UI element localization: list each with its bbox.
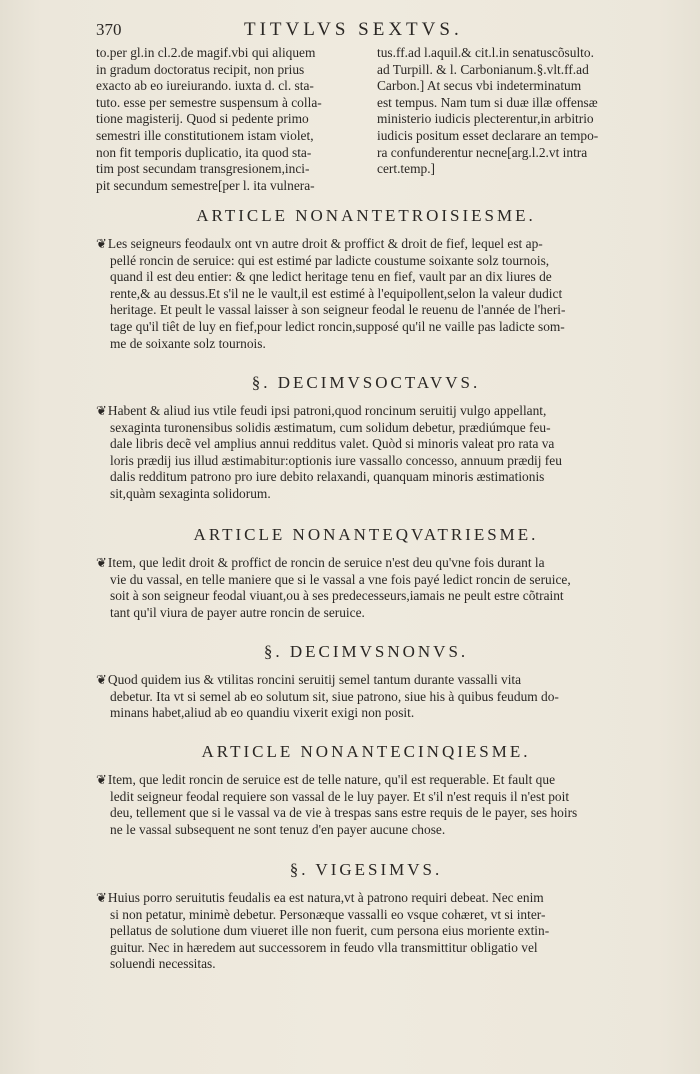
text-line: ❦Habent & aliud ius vtile feudi ipsi patroni,quod roncinum seruitij vulgo appellant,	[96, 403, 547, 418]
text-line: rente,& au dessus.Et s'il ne le vault,il est estimé à l'equipollent,selon la valeur dudict	[110, 285, 563, 301]
text-line: dalis redditum patrono pro iure debito relaxandi, quanquam minoris æstimationis	[110, 469, 545, 485]
text-line: tus.ff.ad l.aquil.& cit.l.in senatuscõsulto.	[377, 45, 594, 60]
text-line: ministerio iudicis plecterentur,in arbitrio	[377, 111, 594, 127]
section-heading: ARTICLE NONANTETROISIESME.	[196, 206, 536, 225]
paragraph-mark-icon: ❦	[96, 672, 107, 687]
text-line: tim post secundam transgresionem,inci-	[96, 161, 310, 177]
paragraph	[96, 555, 636, 621]
text-line: deu, tellement que si le vassal va de vie à trespas sans estre requis de le payer, ses hoirs	[110, 805, 578, 821]
text-line: ❦Item, que ledit roncin de seruice est de telle nature, qu'il est requerable. Et fault que	[96, 772, 556, 787]
section-heading: §. VIGESIMVS.	[289, 860, 443, 879]
text-line: tage qu'il tiêt de luy en fief,pour ledict roncin,supposé qu'il ne vaille pas ladicte som-	[110, 318, 565, 334]
text-line: loris prædij ius illud æstimabitur:optionis iure vassallo concesso, annuum prædij feu	[110, 452, 562, 468]
text-line: guitur. Nec in hæredem aut successorem in feudo vlla transmittitur obligatio vel	[110, 939, 538, 955]
running-title: TITVLVS SEXTVS.	[244, 19, 463, 40]
paragraph	[96, 672, 636, 722]
text-line: pellé roncin de seruice: qui est estimé par ladicte coustume soixante solz tournois,	[110, 252, 550, 268]
paragraph-mark-icon: ❦	[96, 236, 107, 251]
text-line: tant qu'il viura de payer autre roncin de seruice.	[110, 604, 365, 620]
text-line: pellatus de solutione dum viueret ille non fuerit, cum persona eius moriente extin-	[110, 923, 550, 939]
section-article-94	[96, 525, 636, 621]
text-line: exacto ab eo iureiurando. iuxta d. cl. sta-	[96, 78, 314, 94]
text-line: me de soixante solz tournois.	[110, 335, 266, 351]
section-article-95	[96, 742, 636, 838]
page-number: 370	[96, 20, 122, 39]
top-right-column	[377, 45, 637, 178]
text-line: soit à son seigneur feodal viuant,ou à ses predecesseurs,iamais ne peult estre cõtraint	[110, 588, 564, 604]
top-left-column	[96, 45, 362, 194]
text-line: ❦Quod quidem ius & vtilitas roncini seruitij semel tantum durante vassalli vita	[96, 672, 522, 687]
text-line: to.per gl.in cl.2.de magif.vbi qui aliquem	[96, 45, 316, 60]
section-decimus-octavus	[96, 373, 636, 503]
running-head	[96, 20, 636, 44]
text-line: ne le vassal subsequent ne sont tenuz d'en payer aucune chose.	[110, 821, 446, 837]
paragraph	[96, 890, 636, 973]
text-line: pit secundum semestre[per l. ita vulnera-	[96, 177, 315, 193]
section-heading: ARTICLE NONANTECINQIESME.	[201, 742, 531, 761]
text-line: sexaginta turonensibus solidis æstimatum, cum solidum debetur, prædiúmque feu-	[110, 419, 551, 435]
section-heading: §. DECIMVSNONVS.	[263, 642, 469, 661]
text-line: iudicis positum esset declarare an tempo-	[377, 127, 599, 143]
text-line: cert.temp.]	[377, 161, 435, 177]
text-line: in gradum doctoratus recipit, non prius	[96, 61, 305, 77]
text-line: quand il est deu entier: & qne ledict heritage tenu en fief, vault par an dix liures de	[110, 269, 552, 285]
paragraph	[96, 236, 636, 352]
text-line: si non petatur, minimè debetur. Personæque vassalli eo vsque cohæret, vt si inter-	[110, 906, 546, 922]
paragraph	[96, 403, 636, 503]
text-line: dale libris decẽ vel amplius annui redditus valet. Quòd si minoris valeat pro rata va	[110, 436, 555, 452]
text-line: est tempus. Nam tum si duæ illæ offensæ	[377, 94, 598, 110]
section-article-93	[96, 206, 636, 352]
section-decimus-nonus	[96, 642, 636, 722]
text-line: ❦Les seigneurs feodaulx ont vn autre droit & proffict & droit de fief, lequel est ap-	[96, 236, 543, 251]
text-line: ❦Item, que ledit droit & proffict de roncin de seruice n'est deu qu'vne fois durant la	[96, 555, 545, 570]
text-line: ledit seigneur feodal requiere son vassal de le luy payer. Et s'il n'est requis il n'est poit	[110, 788, 570, 804]
text-line: tione magisterij. Quod si pedente primo	[96, 111, 309, 127]
text-line: ad Turpill. & l. Carbonianum.§.vlt.ff.ad	[377, 61, 589, 77]
text-line: heritage. Et peult le vassal laisser à son seigneur feodal le reuenu de l'année de l'heri-	[110, 302, 566, 318]
paragraph-mark-icon: ❦	[96, 772, 107, 787]
text-line: Carbon.] At secus vbi indeterminatum	[377, 78, 582, 94]
paragraph-mark-icon: ❦	[96, 555, 107, 570]
section-heading: §. DECIMVSOCTAVVS.	[251, 373, 481, 392]
paragraph	[96, 772, 636, 838]
paragraph-mark-icon: ❦	[96, 403, 107, 418]
paragraph-mark-icon: ❦	[96, 890, 107, 905]
text-line: debetur. Ita vt si semel ab eo solutum sit, siue patrono, siue his à quibus feudum do-	[110, 688, 559, 704]
text-line: vie du vassal, en telle maniere que si le vassal a vne fois payé ledict roncin de seruice,	[110, 571, 571, 587]
section-heading: ARTICLE NONANTEQVATRIESME.	[193, 525, 539, 544]
text-line: ra confunderentur necne[arg.l.2.vt intra	[377, 144, 588, 160]
text-line: minans habet,aliud ab eo quandiu vixerit exigi non posit.	[110, 705, 415, 721]
section-vigesimus	[96, 860, 636, 973]
text-line: ❦Huius porro seruitutis feudalis ea est natura,vt à patrono requiri debeat. Nec enim	[96, 890, 544, 905]
text-line: sit,quàm sexaginta solidorum.	[110, 485, 271, 501]
text-line: tuto. esse per semestre suspensum à colla-	[96, 94, 322, 110]
text-line: semestri ille constitutionem istam violet,	[96, 127, 314, 143]
text-line: non fit temporis duplicatio, ita quod sta-	[96, 144, 312, 160]
text-line: soluendi necessitas.	[110, 956, 216, 972]
